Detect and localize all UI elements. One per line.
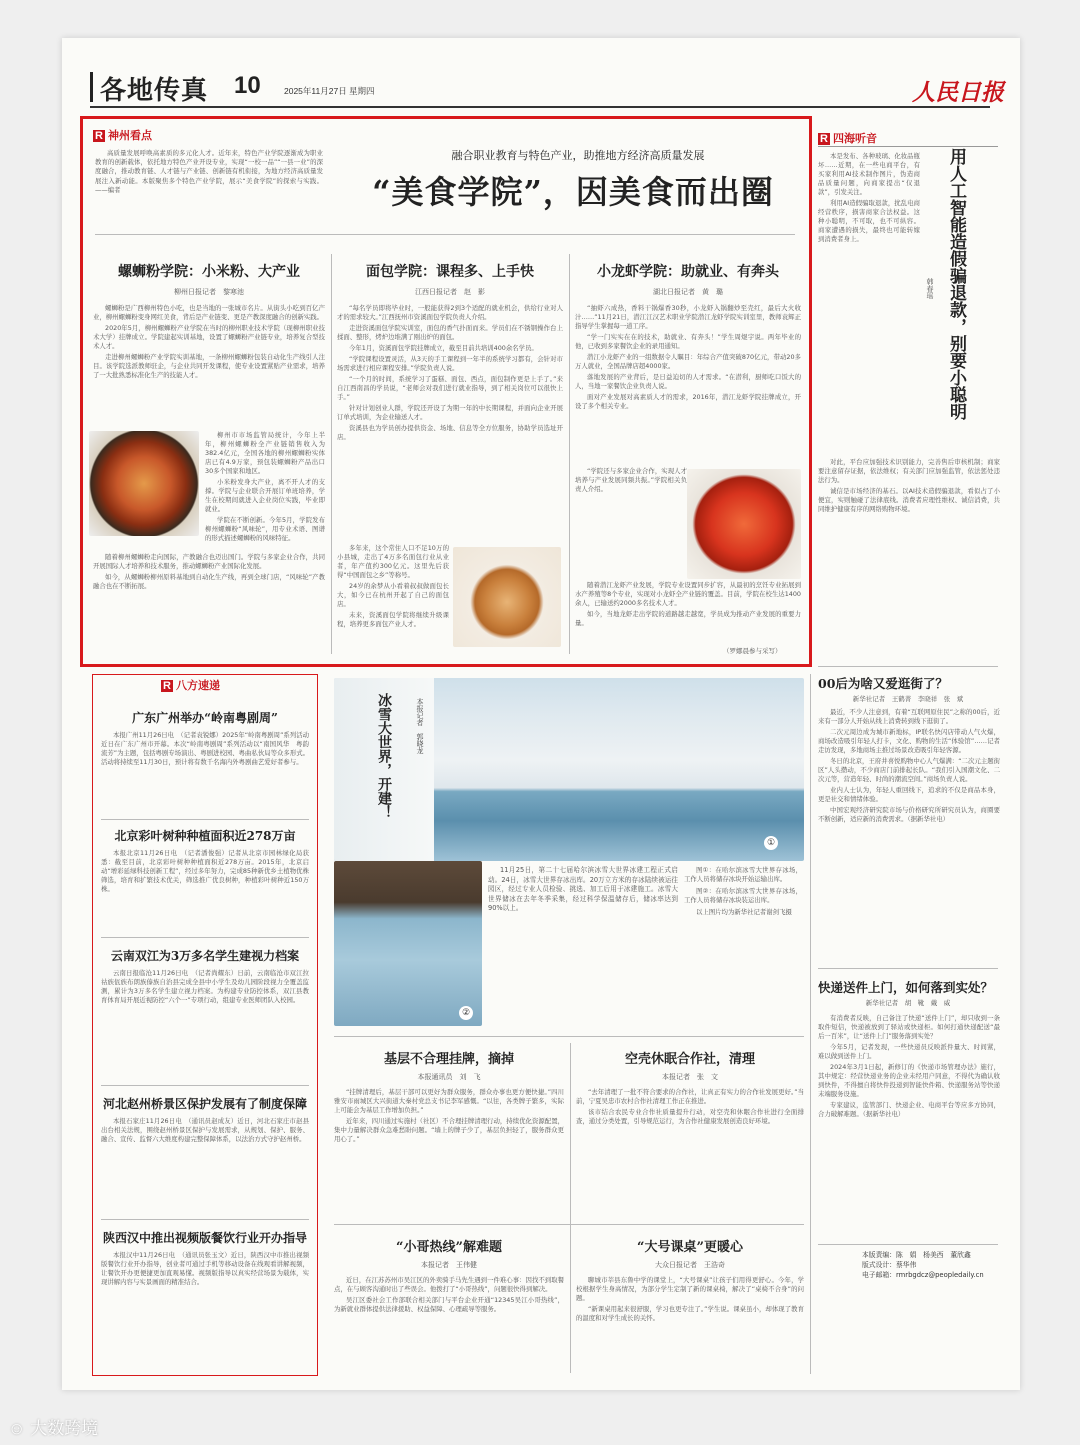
opinion-author: 韩春瑶 — [926, 278, 934, 299]
figure-badge-1: ① — [764, 836, 778, 850]
post00-title: 00后为啥又爱逛街了？ — [818, 676, 948, 691]
col1-title: 螺蛳粉学院：小米粉、大产业 — [118, 264, 300, 280]
col2-body-a: “每名学员即将毕业时，一般能获得2到3个适配的就业机会，供给行业对人才的需求较大。”江西抚州市资溪面包学院负责人介绍。 走进资溪面包学院实训室，面包的香气扑面而来。学员们在不锈钢操作台上揉面、整形，烤炉边堆满了刚出炉的面包。 今年1月，资溪面包学院挂牌成立，截至目前共培训400余名学员。 “学院课程设置灵活，从3天的手工课程到一年半的系统学习都有，会针对市场需求进行相应课程安排。”学院负责人说。 “一个月的时间，系统学习了蛋糕、面包、西点，面包制作更是上手了。”来自江西南昌的学员说，“老师会对我们进行就业指导，到了相关岗位可以很快上手。” 针对计划创业人群，学院还开设了为期一年的中长期课程，并面向企业开展订单式培训，为企业输送人才。 资溪县也为学员创办提供资金、场地、信息等全方位服务，协助学员选址开店。 — [337, 304, 563, 441]
r-icon: R — [163, 680, 171, 692]
newspaper-page — [62, 38, 1020, 1390]
col2-byline: 江西日报记者 赵 影 — [415, 288, 485, 296]
masthead-bar — [90, 72, 93, 102]
bafang-item-title: 河北赵州桥景区保护发展有了制度保障 — [102, 1097, 307, 1111]
feature-kicker: 融合职业教育与特色产业，助推地方经济高质量发展 — [451, 149, 705, 162]
bafang-item-body: 云南日报临沧11月26日电 （记者尚耀东）日前，云南临沧市双江拉祜族佤族布朗族傣族自治县完成全县中小学生及幼儿园阶段视力全覆盖监测，累计为3万多名学生建立视力档案。为构建专业防控体系，双江县教育体育局开展近视防控“六个一”专项行动，组建专业医师团队入校园。 — [101, 969, 309, 1004]
col3-body-a: “抽虾六成热，香料干锅爆香30秒，小龙虾入锅翻炒至壳红，最后大火收汁……”11月21日，潜江江汉艺术职业学院潜江龙虾学院实训室里，教师袁辉正指导学生掌握每一道工序。 “学一门实实在在的技术，助就业、有奔头！”学生周煜宇说。两年毕业的他，已收到多家餐饮企业的录用通知。 潜江小龙虾产业的一组数据令人瞩目：年综合产值突破870亿元，带动20多万人就业，全国品牌店超4000家。 落地发展的产业背后，是日益迫切的人才需求。“在潜利，厨师吃口饭大的人，当地一家餐饮企业负责人说。 面对产业发展对高素质人才的需求，2016年，潜江龙虾学院挂牌成立，开设了多个相关专业。 — [575, 304, 801, 410]
page-number: 10 — [234, 72, 261, 99]
post00-body: 最近，不少人注意到，有着“互联网原住民”之称的00后，近来有一部分人开始从线上消费转到线下逛街了。 二次元周边成为城市新地标，IP联名快闪店带动人气火爆，商场改造吸引年轻人打卡，文化、购物的生活“体验馆”……记者走访发现，多地商场主推过场景改造吸引年轻客源。 冬日的北京，王府井喜悦购物中心人气爆满：“二次元主题街区”人头攒动，不少商店门前排起长队。“我们引入国潮文化、二次元等，营造年轻、时尚的潮流空间。”商场负责人说。 业内人士认为，年轻人重回线下，追求的不仅是商品本身，更是社交和情绪体验。 中国宏观经济研究院市场与价格研究所研究员认为，商圈要不断创新，适应新的消费需求。（据新华社电） — [818, 708, 1000, 823]
feature-intro: 高质量发展呼唤高素质的多元化人才。近年来，特色产业学院逐渐成为职业教育的创新载体，依托地方特色产业开设专业，实现“一校一品”“一县一业”的深度融合，推动教育链、人才链与产业链、创新链有机衔接，为地方经济高质量发展注入新动能。本版聚焦多个特色产业学院，展示“美食学院”的探索与实践。——编者 — [95, 149, 323, 194]
r-icon: R — [95, 130, 103, 142]
bafang-item-title: 北京彩叶树种种植面积近278万亩 — [114, 829, 296, 843]
express-body: 有消费者反映，自己备注了快递“送件上门”，却只收到一条取件短信，快递被放到了驿站或快递柜。如何打通快递配送“最后一百米”，让“送件上门”服务落到实处？ 今年5月，记者发现，一些快递员反映派件量大、时间紧，难以做到送件上门。 2024年3月1日起，新修订的《快递市场管理办法》施行，其中规定：经营快递业务的企业未经用户同意，不得代为确认收到快件，不得擅自将快件投递到智能快件箱、快递服务站等快递末端服务设施。 专家建议，监管部门、快递企业、电商平台等应多方协同，合力破解难题。（据新华社电） — [818, 1014, 1000, 1118]
col1-body-c: 随着柳州螺蛳粉走向国际，产教融合也迈出国门。学院与多家企业合作，共同开展国际人才培养和技术服务，推动螺蛳粉产业国际化发展。 如今，从螺蛳粉柳州原料基地到自动化生产线，再到全球门店，“风味轮”产教融合也在不断拓展。 — [93, 553, 325, 590]
crayfish-photo — [687, 469, 801, 579]
feature-box — [80, 116, 812, 667]
feature-tag: R 神州看点 — [95, 130, 152, 142]
bottom-article-title: “小哥热线”解难题 — [396, 1240, 502, 1255]
bottom-article-title: 空壳休眠合作社，清理 — [624, 1052, 755, 1067]
bafang-tag: R 八方速递 — [163, 680, 220, 692]
col2-title: 面包学院：课程多、上手快 — [366, 264, 534, 280]
col3-body-c: 随着潜江龙虾产业发展，学院专业设置同步扩容，从最初的烹饪专业拓展到水产养殖等8个专业，实现对小龙虾全产业链的覆盖。目前，学院在校生达1400余人，已输送约2000多名技术人才。 如今，当地龙虾走出学院的道路越走越宽，学员成为推动产业发展的重要力量。 — [575, 581, 801, 627]
express-title: 快递送件上门，如何落到实处？ — [818, 980, 994, 995]
express-byline: 新华社记者 胡 靴 戴 威 — [865, 999, 951, 1007]
opinion-title: 用人工智能造假骗退款，别要小聪明 — [946, 148, 966, 420]
issue-date: 2025年11月27日 星期四 — [284, 86, 375, 96]
watermark: ☺ 大数跨境 — [8, 1419, 99, 1438]
bafang-item-title: 广东广州举办“岭南粤剧周” — [132, 711, 278, 725]
bottom-article-body: 近日，在江苏苏州市吴江区的外卖骑手马先生遇到一件难心事：因找不到取餐点，在与顾客沟通时出了些误会。他拨打了“小哥热线”，问题很快得到解决。 吴江区委社会工作部联合相关部门与平台企业开通“12345吴江小哥热线”，为新就业群体提供法律援助、权益保障、心理疏导等服务。 — [334, 1276, 564, 1313]
post00-byline: 新华社记者 王鹤菁 李晓祥 张 斌 — [852, 695, 964, 703]
bottom-article-byline: 本报通讯员 刘 飞 — [417, 1073, 481, 1081]
col3-byline: 湖北日报记者 黄 璐 — [653, 288, 723, 296]
bottom-article-body: “去年清理了一批不符合要求的合作社，让真正有实力的合作社发展更好。”当前，宁夏吴忠市农村合作社清理工作正在推进。 该市结合农民专业合作社质量提升行动，对空壳和休眠合作社进行全面排查，通过分类处置，引导规范运行，为合作社健康发展创造良好环境。 — [576, 1088, 804, 1125]
snail-noodle-photo — [89, 431, 199, 536]
col1-body-b: 柳州市市场监管局统计，今年上半年，柳州螺蛳粉全产业链销售收入为382.4亿元，全国各地的柳州螺蛳粉实体店已有4.9万家，预包装螺蛳粉产品出口30多个国家和地区。 小米粉发身大产业，离不开人才的支撑。学院与企业联合开展订单班培养，学生在校期间就进入企业岗位实践，毕业即就业。 学院在不断创新。今年5月，学院发布柳州螺蛳粉“风味轮”，用专业术语、图谱的形式描述螺蛳粉的风味特征。 — [205, 431, 325, 542]
bafang-item-title: 云南双江为3万多名学生建视力档案 — [110, 949, 300, 963]
ice-world-photo-2 — [334, 861, 482, 1026]
col3-title: 小龙虾学院：助就业、有奔头 — [597, 264, 779, 280]
col3-credit: （罗娜晨参与采写） — [723, 647, 782, 655]
bafang-box — [92, 674, 318, 1376]
col3-body-b: “学院还与多家企业合作，实现人才培养与产业发展同频共振。”学院相关负责人介绍。 — [575, 467, 687, 493]
bottom-article-byline: 本报记者 王伟健 — [421, 1261, 477, 1269]
col1-byline: 柳州日报记者 黎寒池 — [174, 288, 244, 296]
bafang-item-title: 陕西汉中推出视频版餐饮行业开办指导 — [102, 1231, 307, 1245]
photo-title: 冰雪大世界，开建！ — [376, 693, 392, 819]
watermark-logo-icon: ☺ — [8, 1419, 26, 1438]
bottom-article-byline: 大众日报记者 王浩奇 — [655, 1261, 725, 1269]
opinion-body-a: 本是发布、各种玻璃、化妆品瓶坏……近期，在一些电商平台，有买家利用AI技术制作图片，伪造商品质量问题，向商家提出“仅退款”，引发关注。 利用AI造假骗取退款，扰乱电商经营秩序，损害商家合法权益。这种小聪明，不可取，也不可纵容。商家遭遇的损失，最终也可能转嫁到消费者身上。 — [818, 152, 920, 243]
bafang-item-body: 本报北京11月26日电 （记者潘俊强）记者从北京市园林绿化局获悉：截至目前，北京彩叶树种种植面积近278万亩。2015年，北京启动“增彩延绿科技创新工程”，经过多年努力，完成85种新优乡土植物优株筛选，培育和扩繁技术优关，筛选推广优良树种，种植彩叶树种近150万株。 — [101, 849, 309, 893]
page-credits: 本版责编：陈 娟 杨美西 董欣鑫 版式设计：蔡华伟 电子邮箱：rmrbgdcz@peopledaily.cn — [862, 1251, 984, 1279]
newspaper-logo: 人民日报 — [912, 79, 1004, 106]
col2-body-b: 多年来，这个常住人口不足10万的小县城，走出了4万多名面包行业从业者，年产值约300亿元。这里先后获得“中国面包之乡”等称号。 24岁的余梦从小看着叔叔做面包长大，如今已在杭州开起了自己的面包店。 未来，资溪面包学院将继续升级课程，培养更多面包产业人才。 — [337, 544, 449, 628]
r-icon: R — [820, 133, 828, 145]
figure-badge-2: ② — [459, 1006, 473, 1020]
photo-figure-notes: 图①：在哈尔滨冰雪大世界存冰场，工作人员将储存冰块开始运输出库。 图②：在哈尔滨冰雪大世界存冰场，工作人员将储存冰块装运出库。 以上图片均为新华社记者谢剑飞摄 — [684, 866, 802, 916]
photo-caption: 11月25日，第二十七届哈尔滨冰雪大世界冰建工程正式启动。24日，冰雪大世界存冰出库。20万立方米的存冰陆续被运往园区，经过专业人员检验、挑选、加工后用于冰建施工。冰雪大世界储冰在去年冬季采集，经过科学保温储存后，储冰率达到90%以上。 — [488, 866, 678, 913]
bafang-item-body: 本报汉中11月26日电 （通讯员张玉文）近日，陕西汉中市推出视频版餐饮行业开办指导，创业者可通过手机等移动设备在线观看讲解视频，让餐饮开办更便捷更加直观易懂。视频版指导以真实经营场景为载体，实现讲解内容与实景画面的精准结合。 — [101, 1251, 309, 1286]
bafang-item-body: 本报广州11月26日电 （记者袁锐娜）2025年“岭南粤剧周”系列活动近日在广东广州市开幕。本次“岭南粤剧周”系列活动以“南国风华 粤韵流芳”为主题，包括粤剧专场演出、粤剧进校园、粤曲私伙局等众多形式。活动将持续至11月30日，预计将有数千名海内外粤剧曲艺爱好者参与。 — [101, 731, 309, 766]
photo-byline: 本报记者 郭晓龙 — [416, 698, 424, 754]
bottom-article-body: 聊城市莘县东鲁中学的课堂上，“大号课桌”让孩子们用得更舒心。今年，学校根据学生身高情况，为部分学生定制了新的课桌椅，解决了“桌椅不合身”的问题。 “新课桌用起来很舒服，学习也更专注了。”学生说。课桌虽小，却体现了教育的温度和对学生成长的关怀。 — [576, 1276, 804, 1322]
bottom-article-title: 基层不合理挂牌，摘掉 — [383, 1052, 514, 1067]
bottom-article-byline: 本报记者 张 文 — [662, 1073, 718, 1081]
bread-photo — [453, 547, 561, 647]
section-title: 各地传真 — [100, 76, 209, 106]
masthead-rule — [90, 106, 990, 108]
feature-headline: “美食学院”，因美食而出圈 — [372, 173, 774, 211]
opinion-tag: R 四海听音 — [820, 133, 877, 145]
opinion-body-b: 对此，平台应加强技术识别能力，完善售后审核机制；商家要注意留存证据，依法维权；有关部门应加强监管，依法惩处违法行为。 诚信是市场经济的基石。以AI技术造假骗退款，看似占了小便宜，实则触碰了法律底线。消费者应理性维权、诚信消费，共同维护健康有序的网络购物环境。 — [818, 458, 1000, 513]
bafang-item-body: 本报石家庄11月26日电 （通讯员赵成友）近日，河北石家庄市赵县出台相关法规，围绕赵州桥景区保护与发展需求，从规划、保护、服务、融合、宣传、监督六大维度构建完整保障体系，以法治方式守护赵州桥。 — [101, 1117, 309, 1143]
col1-body-a: 螺蛳粉是广西柳州特色小吃，也是当地的一张城市名片。从街头小吃到百亿产业，柳州螺蛳粉变身网红美食，背后是产业链变、更是产教深度融合的创新实践。 2020年5月，柳州螺蛳粉产业学院在当时的柳州职业技术学院（现柳州职业技术大学）挂牌成立。学院建起实训基地，设置了螺蛳粉产业链专业，培养复合型技术人才。 走进柳州螺蛳粉产业学院实训基地，一条柳州螺蛳粉包装自动化生产线引人注目。该学院选派教师驻企，与企业共同开发课程，使专业设置紧贴产业需求，培养了一大批熟悉标准化生产的技能人才。 — [93, 304, 325, 379]
bottom-article-body: “挂牌清理后，基层干部可以更好为群众服务，群众办事也更方便快捷。”四川雅安市雨城区大兴街道大秦村党总支书记李军感慨。“以往，各类牌子繁多，实际上可能会为基层工作增加负担。” 近年来，四川通过实施村（社区）不合理挂牌清理行动，持续优化资源配置，集中力量解决群众急难愁盼问题。“墙上的牌子少了，基层负担轻了，服务群众更用心了。” — [334, 1088, 564, 1143]
bottom-article-title: “大号课桌”更暖心 — [637, 1240, 743, 1255]
